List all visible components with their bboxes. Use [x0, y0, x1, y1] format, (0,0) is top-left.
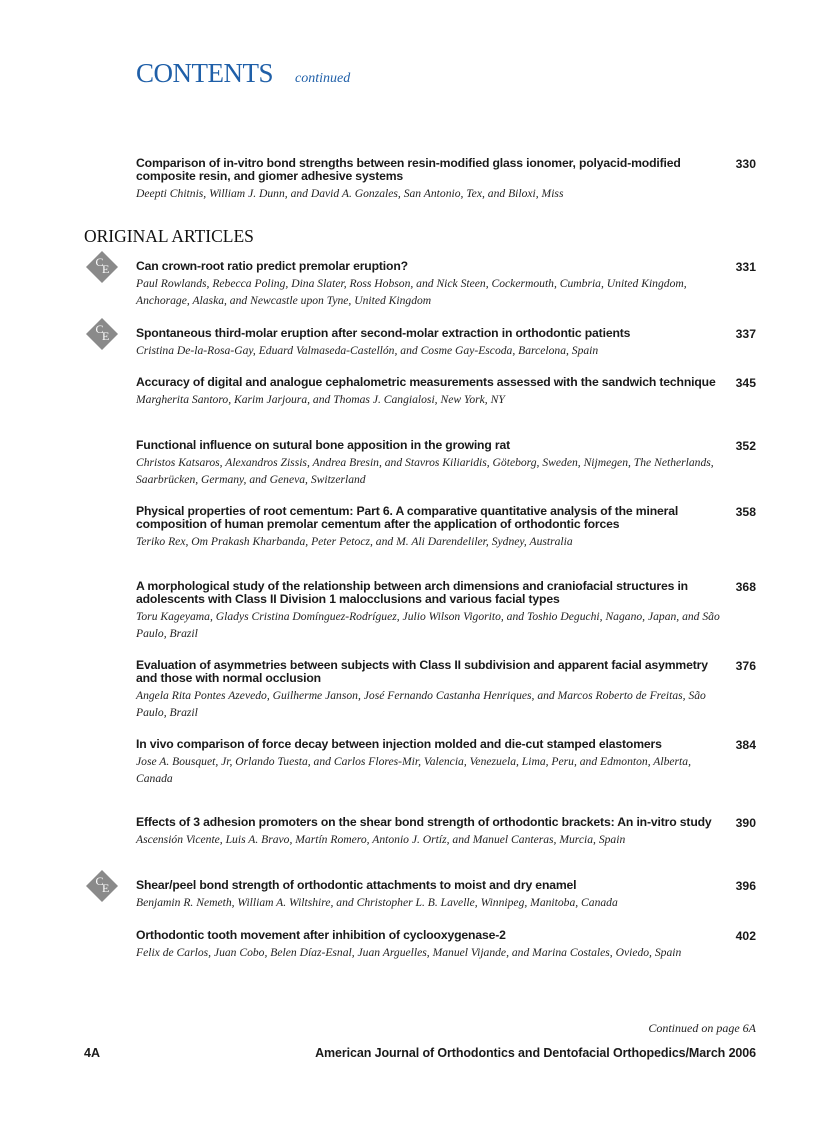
svg-text:E: E: [102, 262, 110, 276]
section-heading: ORIGINAL ARTICLES: [84, 226, 254, 246]
article-page-number: 352: [735, 439, 756, 453]
article-title[interactable]: Physical properties of root cementum: Part 6. A comparative quantitative analysis of the mineral composition of human premolar cementum after the application of orthodontic forces: [136, 504, 679, 531]
article-authors: Angela Rita Pontes Azevedo, Guilherme Janson, José Fernando Castanha Henriques, and Marcos Roberto de Freitas, São Paulo, Brazil: [136, 689, 706, 719]
article-authors: Paul Rowlands, Rebecca Poling, Dina Slater, Ross Hobson, and Nick Steen, Cockermouth, Cumbria, United Kingdom, Anchorage, Alaska, and Newcastle upon Tyne, United Kingdom: [136, 277, 687, 307]
article-authors: Toru Kageyama, Gladys Cristina Domínguez-Rodríguez, Julio Wilson Vigorito, and Toshio Deguchi, Nagano, Japan, and São Paulo, Brazil: [136, 610, 720, 640]
toc-entry: [95, 255, 756, 309]
toc-entry: [136, 580, 756, 642]
article-authors: Teriko Rex, Om Prakash Kharbanda, Peter Petocz, and M. Ali Darendeliler, Sydney, Australia: [136, 535, 573, 548]
article-page-number: 396: [735, 879, 756, 893]
toc-entry: [136, 505, 756, 550]
article-page-number: 376: [735, 659, 756, 673]
continued-note: Continued on page 6A: [648, 1021, 756, 1035]
article-authors: Jose A. Bousquet, Jr, Orlando Tuesta, and Carlos Flores-Mir, Valencia, Venezuela, Lima, Peru, and Edmonton, Alberta, Canada: [136, 755, 691, 785]
svg-text:E: E: [102, 329, 110, 343]
article-page-number: 402: [735, 929, 756, 943]
ce-badge-icon: [86, 318, 118, 350]
article-title[interactable]: In vivo comparison of force decay between injection molded and die-cut stamped elastomers: [136, 737, 662, 751]
article-title[interactable]: Spontaneous third-molar eruption after second-molar extraction in orthodontic patients: [136, 326, 631, 340]
article-authors: Ascensión Vicente, Luis A. Bravo, Martín Romero, Antonio J. Ortíz, and Manuel Canteras, Murcia, Spain: [136, 833, 626, 846]
toc-entry: [136, 816, 756, 848]
ce-badge-icon: [86, 870, 118, 902]
svg-text:E: E: [102, 881, 110, 895]
article-authors: Felix de Carlos, Juan Cobo, Belen Díaz-Esnal, Juan Arguelles, Manuel Vijande, and Marina Costales, Oviedo, Spain: [136, 946, 682, 959]
ce-badge-icon: [86, 251, 118, 283]
page-number: 4A: [84, 1046, 100, 1060]
journal-footer: American Journal of Orthodontics and Dentofacial Orthopedics/March 2006: [315, 1046, 756, 1060]
article-page-number: 384: [735, 738, 756, 752]
article-page-number: 345: [735, 376, 756, 390]
page-subtitle: continued: [295, 71, 351, 86]
article-page-number: 358: [735, 505, 756, 519]
toc-entry: [136, 659, 756, 721]
article-title[interactable]: Evaluation of asymmetries between subjects with Class II subdivision and apparent facial asymmetry and those with normal occlusion: [136, 658, 708, 685]
toc-entry: [136, 738, 756, 787]
article-title[interactable]: Comparison of in-vitro bond strengths between resin-modified glass ionomer, polyacid-modified composite resin, and giomer adhesive systems: [136, 156, 681, 183]
article-title[interactable]: Functional influence on sutural bone apposition in the growing rat: [136, 438, 511, 452]
article-authors: Margherita Santoro, Karim Jarjoura, and Thomas J. Cangialosi, New York, NY: [136, 393, 505, 406]
toc-entry: [136, 439, 756, 488]
page-header: [136, 58, 350, 89]
toc-entry: [136, 929, 756, 961]
article-page-number: 337: [735, 327, 756, 341]
article-authors: Benjamin R. Nemeth, William A. Wiltshire, and Christopher L. B. Lavelle, Winnipeg, Manitoba, Canada: [136, 896, 618, 909]
article-title[interactable]: Effects of 3 adhesion promoters on the shear bond strength of orthodontic brackets: An in-vitro study: [136, 815, 712, 829]
article-authors: Deepti Chitnis, William J. Dunn, and David A. Gonzales, San Antonio, Tex, and Biloxi, Miss: [136, 187, 564, 200]
svg-text:C: C: [95, 322, 104, 336]
article-title[interactable]: Orthodontic tooth movement after inhibition of cyclooxygenase-2: [136, 928, 506, 942]
svg-text:C: C: [95, 255, 104, 269]
article-title[interactable]: Accuracy of digital and analogue cephalometric measurements assessed with the sandwich technique: [136, 375, 716, 389]
toc-entry: [136, 376, 756, 408]
article-page-number: 330: [735, 157, 756, 171]
page-title: CONTENTS: [136, 58, 273, 88]
article-page-number: 390: [735, 816, 756, 830]
article-title[interactable]: Can crown-root ratio predict premolar eruption?: [136, 259, 408, 273]
article-title[interactable]: Shear/peel bond strength of orthodontic attachments to moist and dry enamel: [136, 878, 577, 892]
article-page-number: 331: [735, 260, 756, 274]
article-page-number: 368: [735, 580, 756, 594]
toc-entry: [95, 322, 756, 359]
toc-entry: [95, 874, 756, 911]
article-authors: Cristina De-la-Rosa-Gay, Eduard Valmaseda-Castellón, and Cosme Gay-Escoda, Barcelona, Spain: [136, 344, 599, 357]
article-authors: Christos Katsaros, Alexandros Zissis, Andrea Bresin, and Stavros Kiliaridis, Göteborg, Sweden, Nijmegen, The Netherlands, Saarbrücken, Germany, and Geneva, Switzerland: [136, 456, 714, 486]
svg-text:C: C: [95, 874, 104, 888]
article-title[interactable]: A morphological study of the relationship between arch dimensions and craniofacial structures in adolescents with Class II Division 1 malocclusions and various facial types: [136, 579, 688, 606]
toc-entry: [136, 157, 756, 202]
